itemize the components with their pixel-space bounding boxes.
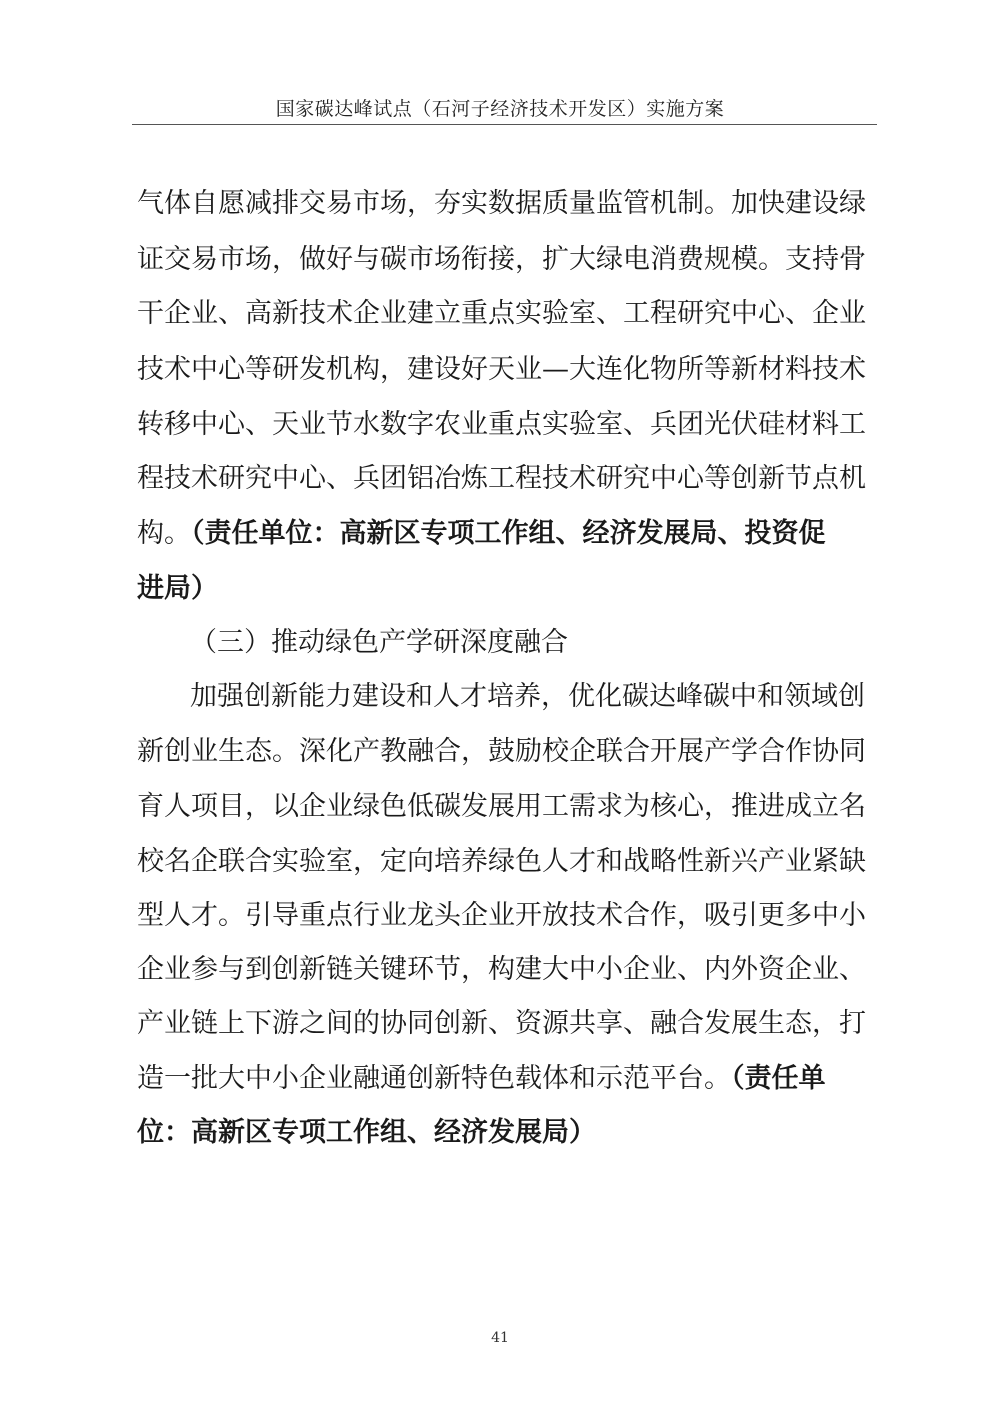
- body-line: [137, 298, 866, 330]
- body-line: [137, 954, 866, 986]
- body-line: [137, 1063, 826, 1095]
- body-line-text: 干企业、高新技术企业建立重点实验室、工程研究中心、企业: [137, 298, 866, 329]
- body-line: [137, 736, 866, 768]
- body-line-text: 校名企联合实验室，定向培养绿色人才和战略性新兴产业紧缺: [137, 846, 866, 877]
- body-line: [137, 518, 826, 550]
- body-line-text: （三）推动绿色产学研深度融合: [190, 627, 568, 658]
- body-line: [137, 188, 866, 220]
- body-line-bold-text: 位：高新区专项工作组、经济发展局）: [137, 1117, 596, 1148]
- body-line-text: 产业链上下游之间的协同创新、资源共享、融合发展生态，打: [137, 1008, 866, 1039]
- body-line-text: 造一批大中小企业融通创新特色载体和示范平台。: [137, 1063, 731, 1094]
- body-line: [190, 627, 568, 659]
- body-line: [137, 1117, 596, 1149]
- body-line-text: 育人项目，以企业绿色低碳发展用工需求为核心，推进成立名: [137, 791, 866, 822]
- body-line: [190, 681, 865, 713]
- body-line: [137, 791, 866, 823]
- body-line-text: 新创业生态。深化产教融合，鼓励校企联合开展产学合作协同: [137, 736, 866, 767]
- header-rule: [132, 124, 877, 125]
- body-line-text: 气体自愿减排交易市场，夯实数据质量监管机制。加快建设绿: [137, 188, 866, 219]
- body-line: [137, 900, 866, 932]
- body-line-text: 企业参与到创新链关键环节，构建大中小企业、内外资企业、: [137, 954, 866, 985]
- body-line-text: 技术中心等研发机构，建设好天业—大连化物所等新材料技术: [137, 354, 866, 385]
- body-line: [137, 409, 866, 441]
- body-line-bold-text: （责任单: [731, 1063, 826, 1094]
- body-line-text: 加强创新能力建设和人才培养，优化碳达峰碳中和领域创: [190, 681, 865, 712]
- body-line-text: 证交易市场，做好与碳市场衔接，扩大绿电消费规模。支持骨: [137, 244, 866, 275]
- body-line: [137, 354, 866, 386]
- page-number: 41: [491, 1330, 509, 1346]
- body-line: [137, 573, 218, 605]
- running-header: 国家碳达峰试点（石河子经济技术开发区）实施方案: [275, 98, 725, 120]
- body-line-text: 转移中心、天业节水数字农业重点实验室、兵团光伏硅材料工: [137, 409, 866, 440]
- body-line: [137, 463, 866, 495]
- body-line: [137, 846, 866, 878]
- body-line-text: 程技术研究中心、兵团铝冶炼工程技术研究中心等创新节点机: [137, 463, 866, 494]
- body-line-bold-text: 进局）: [137, 573, 218, 604]
- body-line-text: 构。: [137, 518, 191, 549]
- body-line: [137, 244, 866, 276]
- body-line-bold-text: （责任单位：高新区专项工作组、经济发展局、投资促: [191, 518, 826, 549]
- body-line-text: 型人才。引导重点行业龙头企业开放技术合作，吸引更多中小: [137, 900, 866, 931]
- body-line: [137, 1008, 866, 1040]
